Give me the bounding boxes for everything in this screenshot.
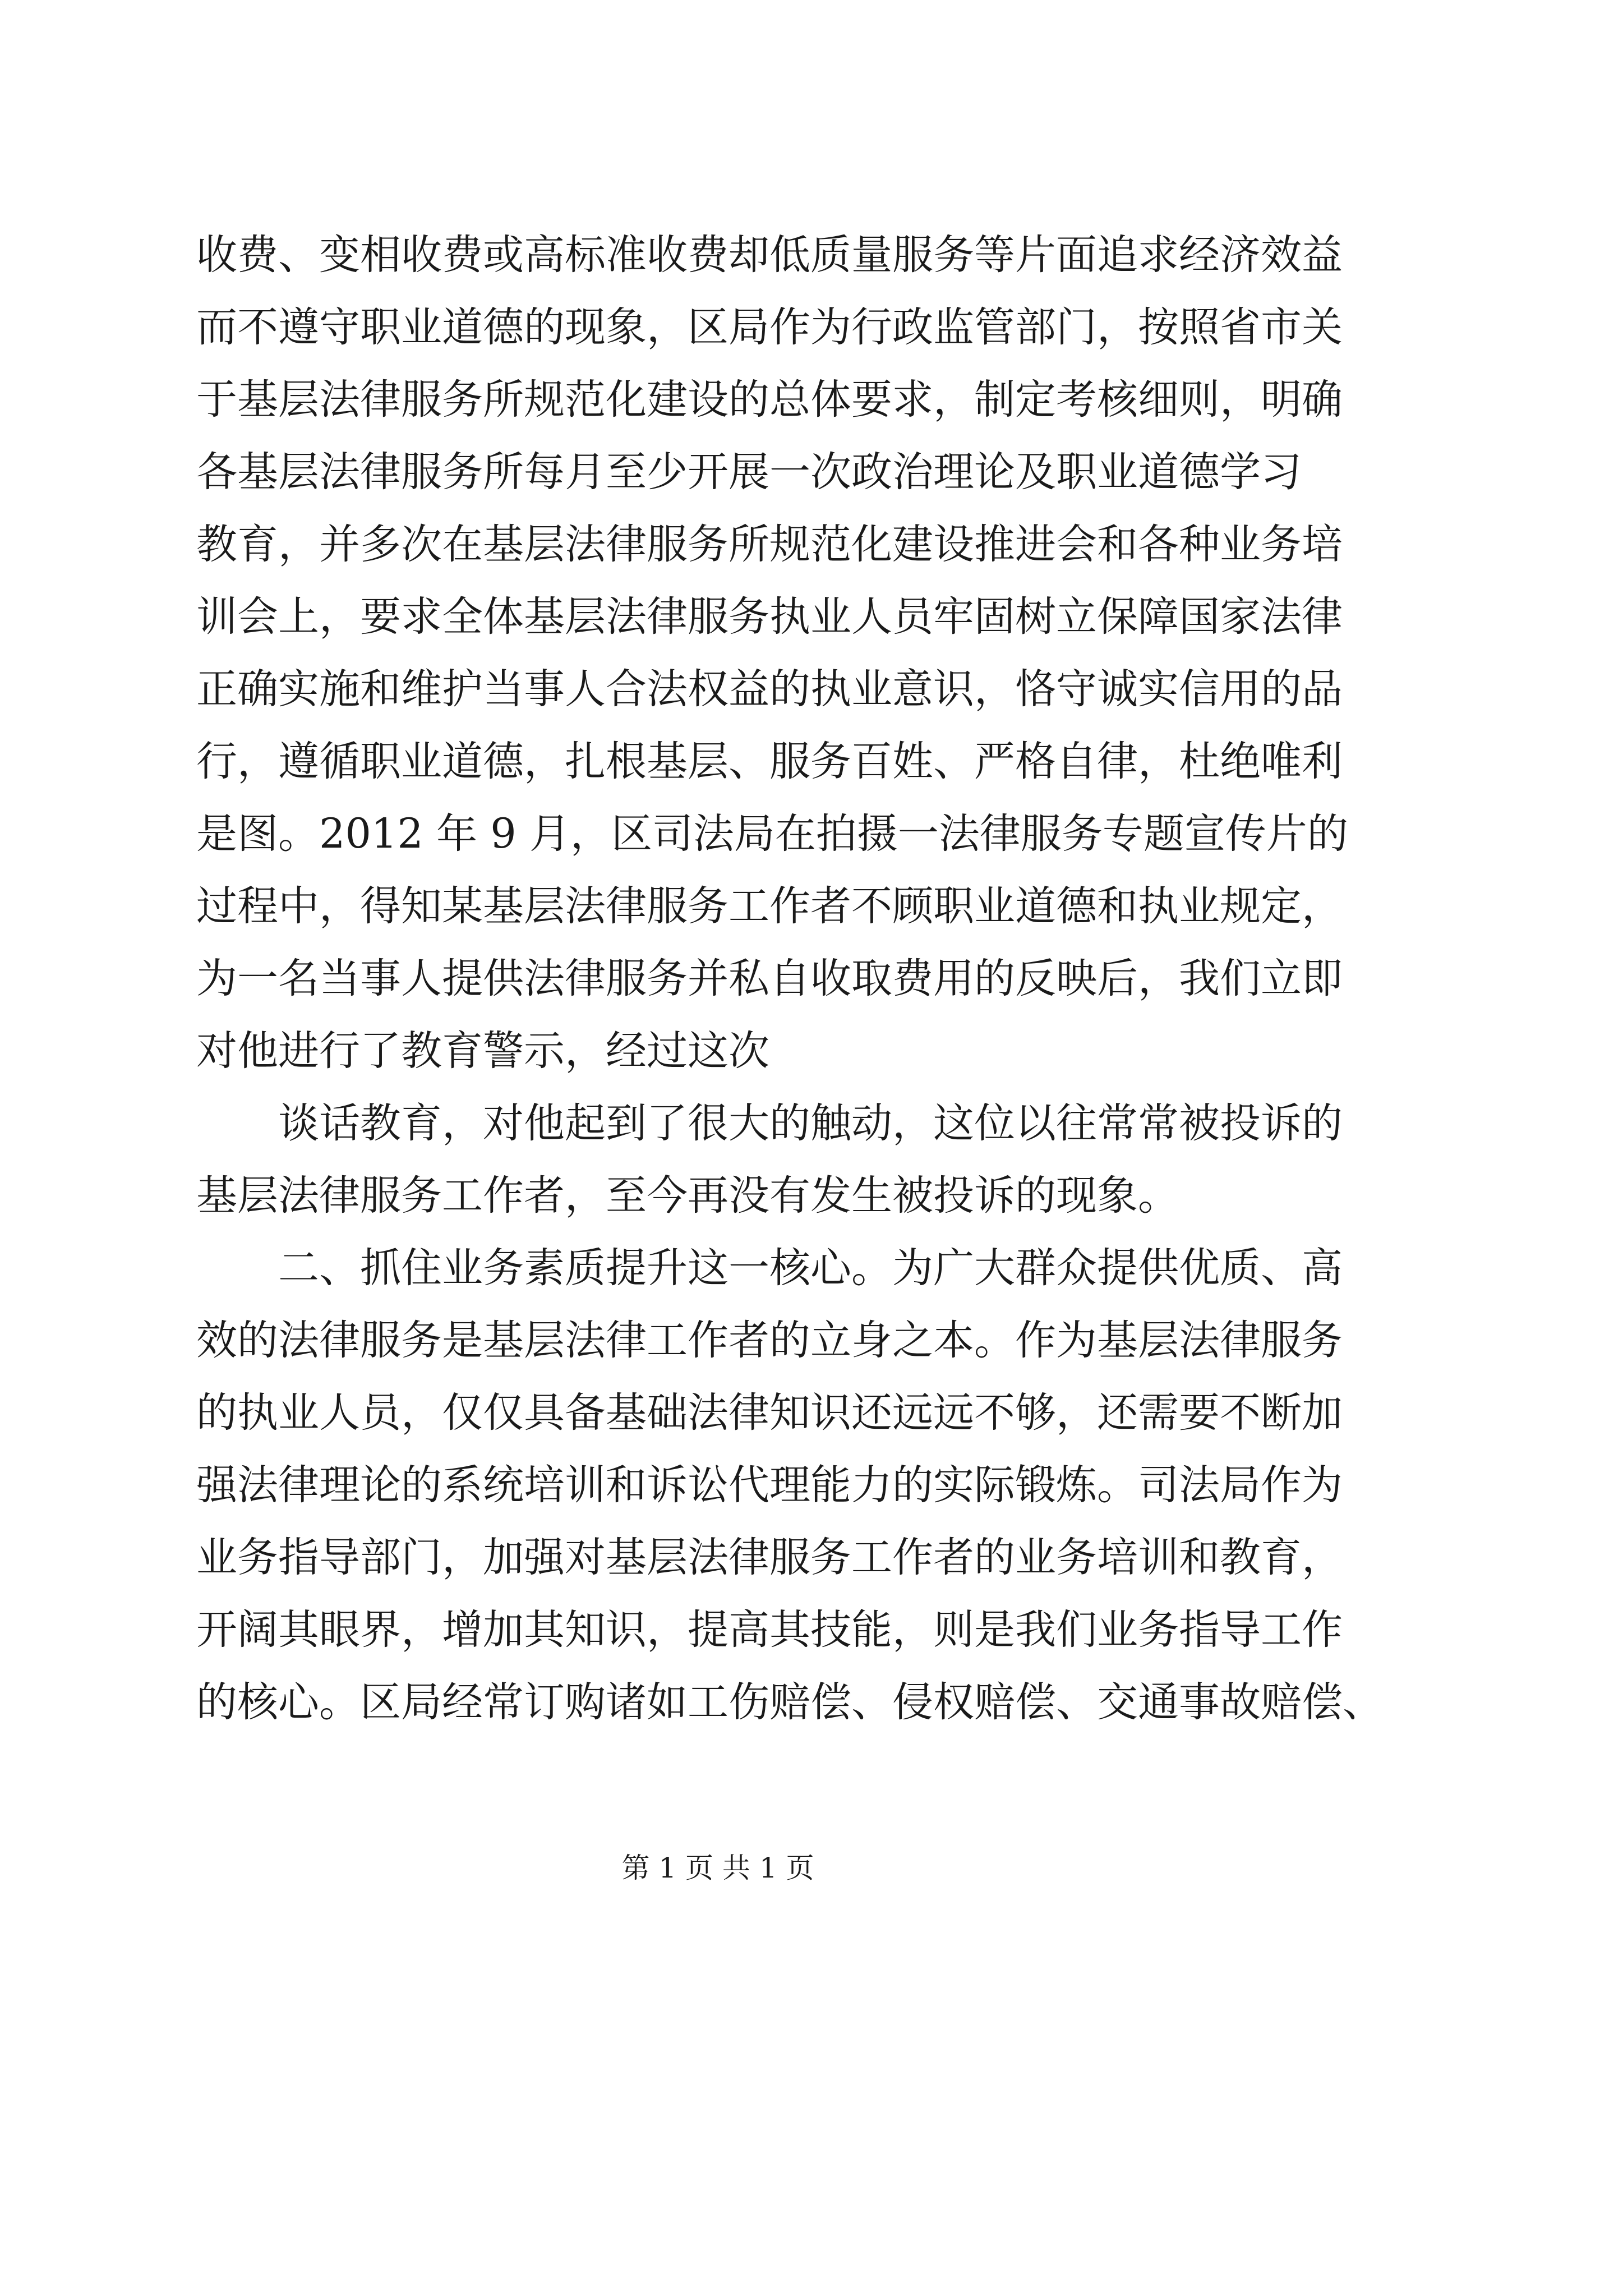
text-line: 而不遵守职业道德的现象，区局作为行政监管部门，按照省市关 (196, 303, 1343, 351)
text-line: 的核心。区局经常订购诸如工伤赔偿、侵权赔偿、交通事故赔偿、 (196, 1678, 1384, 1726)
text-line: 强法律理论的系统培训和诉讼代理能力的实际锻炼。司法局作为 (196, 1461, 1343, 1509)
text-line: 的执业人员，仅仅具备基础法律知识还远远不够，还需要不断加 (196, 1389, 1343, 1437)
text-line: 基层法律服务工作者，至今再没有发生被投诉的现象。 (196, 1172, 1179, 1220)
text-line: 开阔其眼界，增加其知识，提高其技能，则是我们业务指导工作 (196, 1606, 1343, 1654)
paragraph-first-line: 谈话教育，对他起到了很大的触动，这位以往常常被投诉的 (278, 1099, 1343, 1147)
text-line: 教育，并多次在基层法律服务所规范化建设推进会和各种业务培 (196, 521, 1343, 568)
text-line: 效的法律服务是基层法律工作者的立身之本。作为基层法律服务 (196, 1317, 1343, 1364)
text-line: 是图。2012 年 9 月，区司法局在拍摄一法律服务专题宣传片的 (196, 810, 1348, 858)
text-line: 收费、变相收费或高标准收费却低质量服务等片面追求经济效益 (196, 231, 1343, 279)
paragraph-first-line: 二、抓住业务素质提升这一核心。为广大群众提供优质、高 (278, 1244, 1343, 1292)
text-line: 业务指导部门，加强对基层法律服务工作者的业务培训和教育， (196, 1534, 1343, 1581)
text-line: 正确实施和维护当事人合法权益的执业意识，恪守诚实信用的品 (196, 665, 1343, 713)
text-line: 于基层法律服务所规范化建设的总体要求，制定考核细则，明确 (196, 376, 1343, 424)
text-line: 训会上，要求全体基层法律服务执业人员牢固树立保障国家法律 (196, 593, 1343, 641)
text-line: 对他进行了教育警示，经过这次 (196, 1027, 769, 1075)
page-footer (0, 1851, 1436, 1885)
text-line: 行，遵循职业道德，扎根基层、服务百姓、严格自律，杜绝唯利 (196, 738, 1343, 785)
page-number: 第 1 页 共 1 页 (621, 1852, 814, 1884)
text-line: 为一名当事人提供法律服务并私自收取费用的反映后，我们立即 (196, 955, 1343, 1002)
text-line: 过程中，得知某基层法律服务工作者不顾职业道德和执业规定， (196, 882, 1343, 930)
text-line: 各基层法律服务所每月至少开展一次政治理论及职业道德学习 (196, 448, 1302, 496)
